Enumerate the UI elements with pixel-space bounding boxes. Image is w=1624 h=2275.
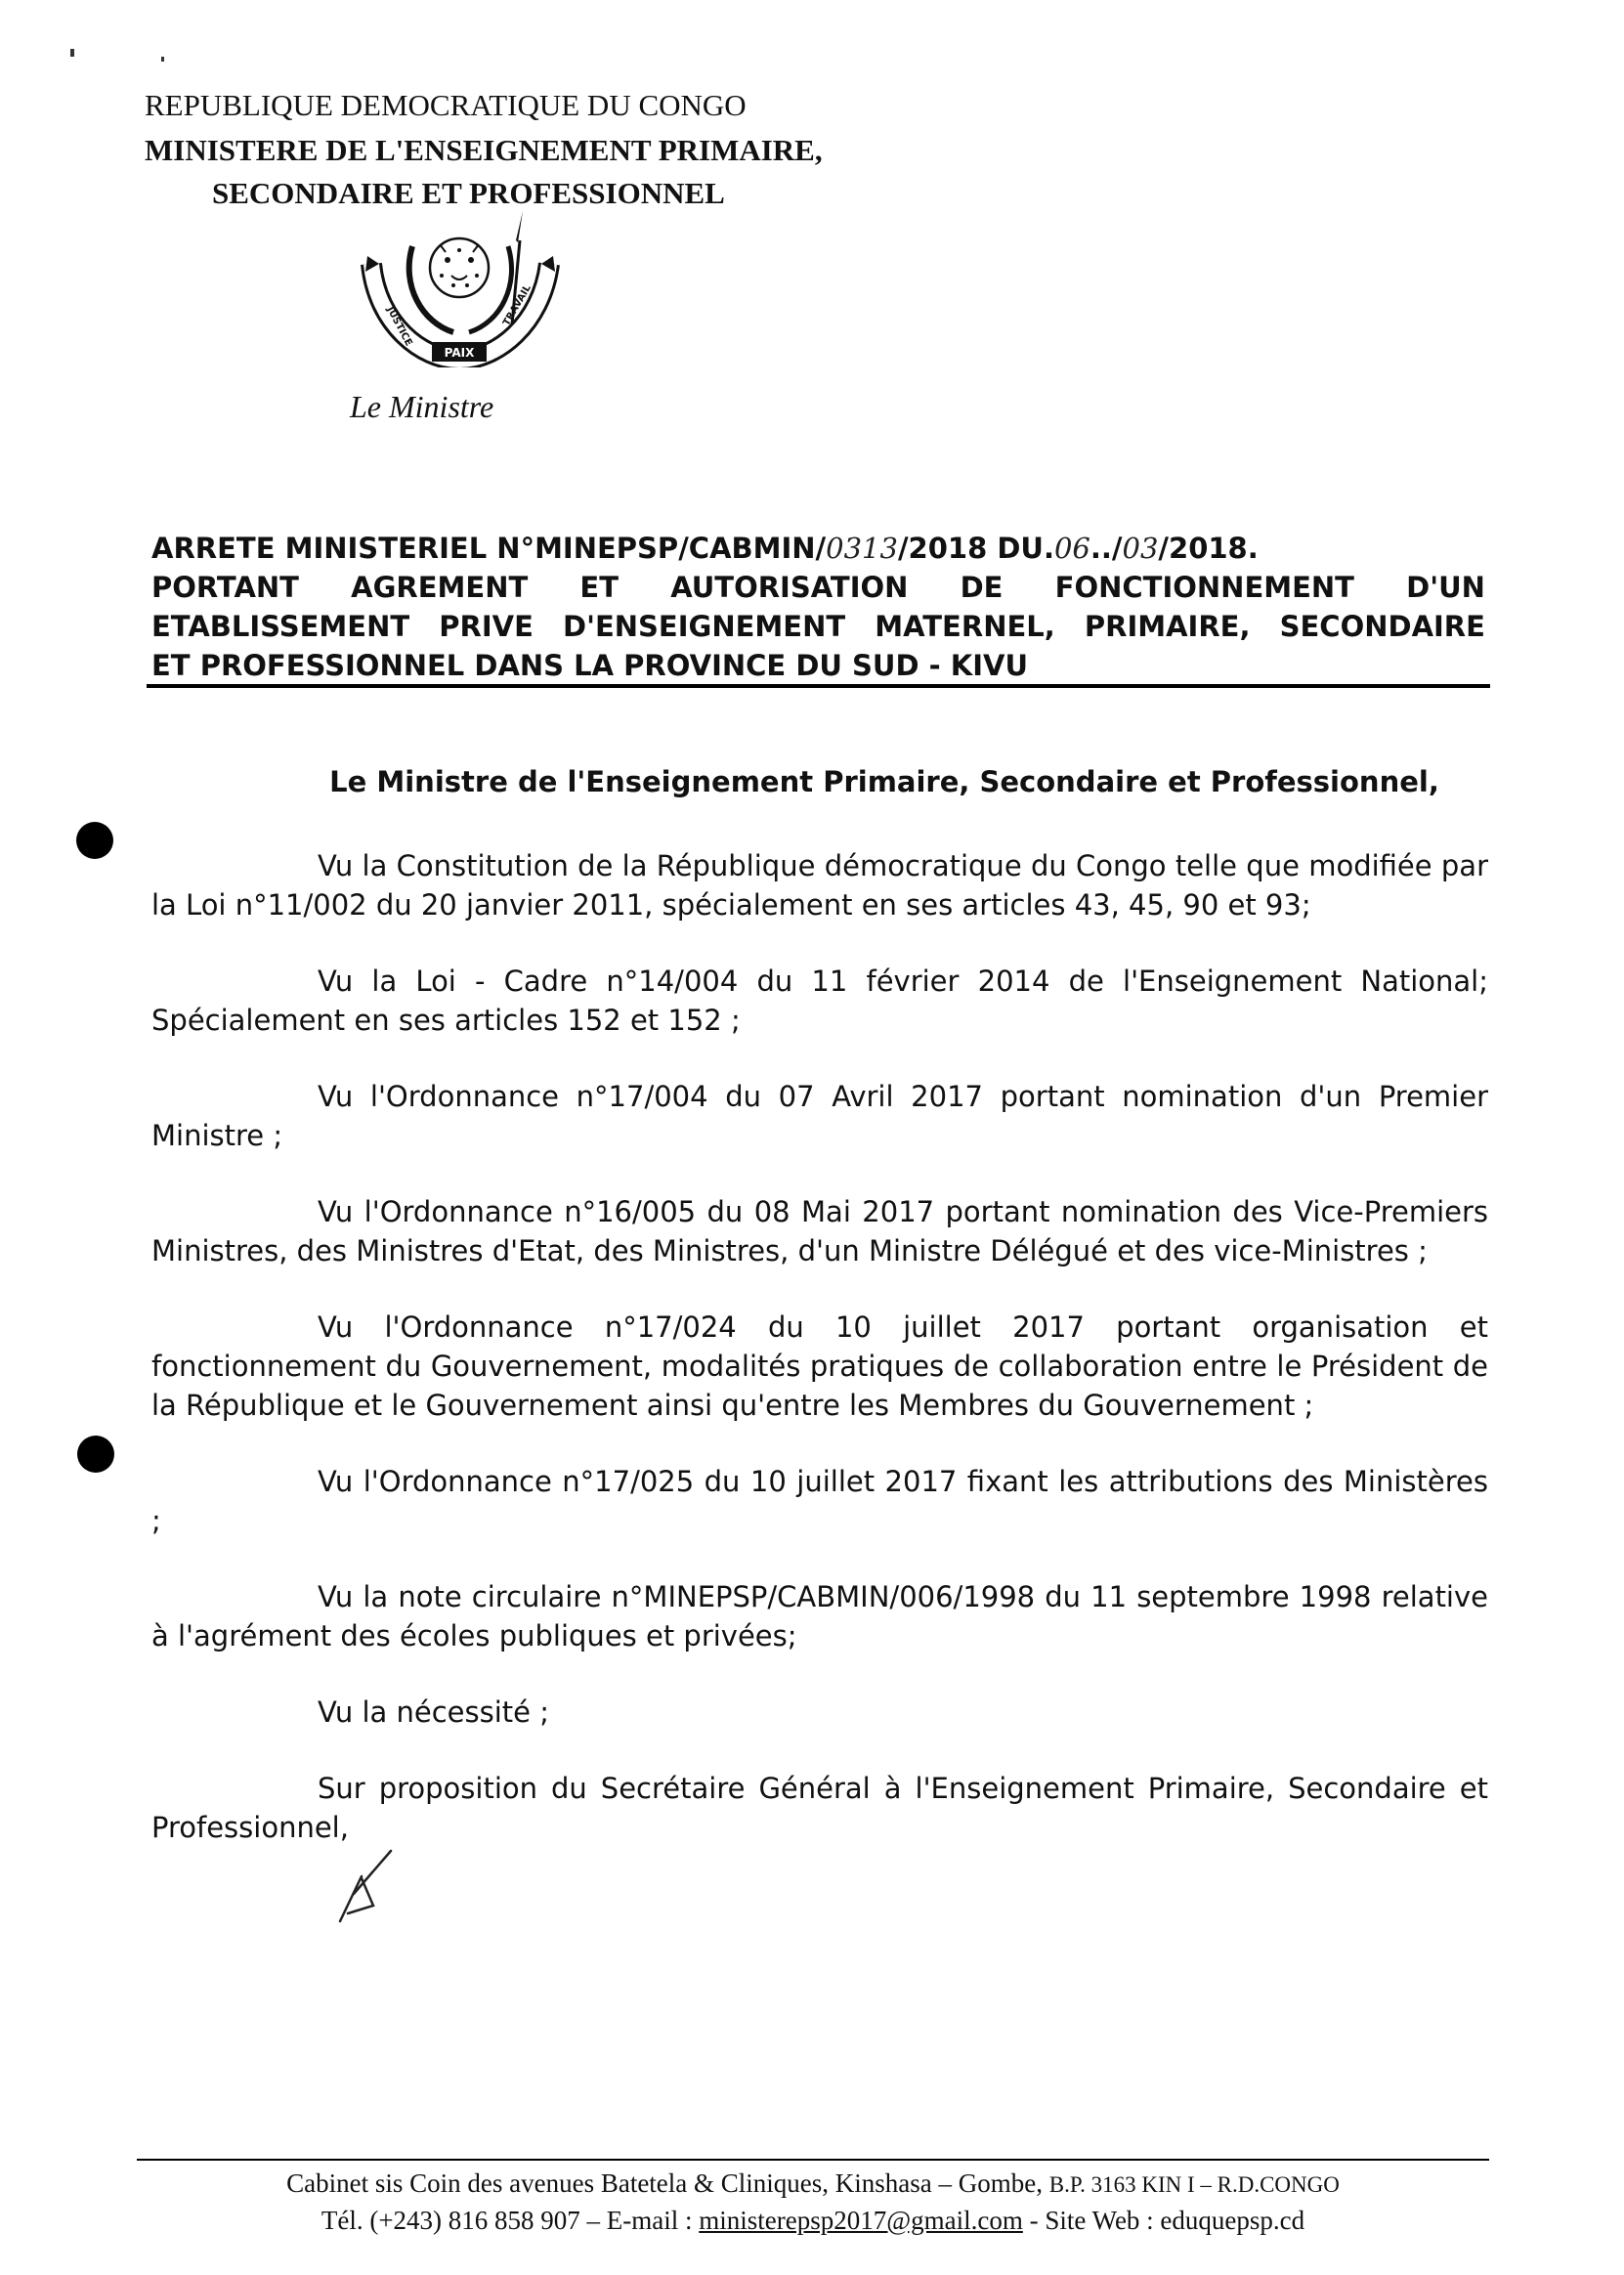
arrete-ref-year: /2018 DU. bbox=[897, 532, 1054, 565]
arrete-subject-line3 bbox=[151, 646, 1485, 685]
svg-text:PAIX: PAIX bbox=[444, 346, 475, 360]
svg-text:JUSTICE: JUSTICE bbox=[384, 305, 414, 349]
arrete-ref-sep: ../ bbox=[1090, 532, 1123, 565]
arrete-day-handwritten: 06 bbox=[1053, 532, 1090, 565]
footer-address: Cabinet sis Coin des avenues Batetela & Cliniques, Kinshasa – Gombe, bbox=[286, 2168, 1049, 2198]
arrete-subject-line1 bbox=[151, 568, 1485, 607]
scan-speck bbox=[70, 49, 74, 57]
footer-address-line bbox=[137, 2166, 1489, 2203]
word: ETABLISSEMENT bbox=[151, 610, 410, 643]
footer-divider bbox=[137, 2159, 1489, 2161]
preamble-heading: Le Ministre de l'Enseignement Primaire, Secondaire et Professionnel, bbox=[329, 765, 1439, 798]
arrete-reference bbox=[151, 529, 1485, 568]
footer-phone: Tél. (+243) 816 858 907 – E-mail : bbox=[321, 2206, 700, 2235]
word: SECONDAIRE bbox=[1279, 610, 1485, 643]
considerant-paragraph: Sur proposition du Secrétaire Général à l'Enseignement Primaire, Secondaire et Professionnel, bbox=[151, 1772, 1488, 1844]
ministry-name-line1: MINISTERE DE L'ENSEIGNEMENT PRIMAIRE, bbox=[145, 133, 823, 167]
word: AUTORISATION bbox=[670, 571, 909, 604]
word: DE bbox=[960, 571, 1004, 604]
word: PRIMAIRE, bbox=[1084, 610, 1251, 643]
signatory-title: Le Ministre bbox=[350, 389, 494, 424]
considerant-paragraph: Vu l'Ordonnance n°17/025 du 10 juillet 2017 fixant les attributions des Ministères ; bbox=[151, 1465, 1488, 1537]
considerant-paragraph: Vu l'Ordonnance n°17/004 du 07 Avril 2017 portant nomination d'un Premier Ministre ; bbox=[151, 1080, 1488, 1152]
arrete-number-handwritten: 0313 bbox=[826, 532, 898, 565]
footer-website: - Site Web : eduquepsp.cd bbox=[1022, 2206, 1305, 2235]
considerant-paragraph: Vu l'Ordonnance n°17/024 du 10 juillet 2017 portant organisation et fonctionnement du Gouvernement, modalités pratiques de collaboration entre le Président de la République et le Gouvernement ainsi qu'entre les Membres du Gouvernement ; bbox=[151, 1310, 1488, 1422]
considerant-paragraph: Vu la Constitution de la République démocratique du Congo telle que modifiée par la Loi n°11/002 du 20 janvier 2011, spécialement en ses articles 43, 45, 90 et 93; bbox=[151, 849, 1488, 922]
scan-speck bbox=[161, 57, 164, 62]
considerant-paragraph: Vu la Loi - Cadre n°14/004 du 11 février 2014 de l'Enseignement National; Spécialement en ses articles 152 et 152 ; bbox=[151, 965, 1488, 1037]
coat-of-arms-icon bbox=[344, 207, 575, 367]
punch-hole bbox=[77, 1436, 114, 1473]
word: PRIVE bbox=[439, 610, 534, 643]
considerant-paragraph: Vu la nécessité ; bbox=[318, 1696, 549, 1729]
word: FONCTIONNEMENT bbox=[1054, 571, 1354, 604]
word: D'ENSEIGNEMENT bbox=[563, 610, 846, 643]
footer-po-box: B.P. 3163 KIN I – R.D.CONGO bbox=[1048, 2172, 1340, 2197]
svg-text:TRAVAIL: TRAVAIL bbox=[501, 282, 534, 328]
word: ET bbox=[579, 571, 620, 604]
word: PORTANT bbox=[151, 571, 299, 604]
word: MATERNEL, bbox=[875, 610, 1055, 643]
footer-contact-line bbox=[137, 2203, 1489, 2238]
punch-hole bbox=[76, 822, 113, 859]
word: D'UN bbox=[1406, 571, 1485, 604]
footer bbox=[137, 2166, 1489, 2238]
footer-email-link[interactable]: ministerepsp2017@gmail.com bbox=[699, 2206, 1023, 2235]
title-divider bbox=[147, 684, 1490, 688]
document-body bbox=[151, 762, 1488, 1884]
arrete-subject-line2 bbox=[151, 607, 1485, 646]
ministry-name-line2: SECONDAIRE ET PROFESSIONNEL bbox=[212, 176, 725, 210]
word: AGREMENT bbox=[351, 571, 529, 604]
country-name: REPUBLIQUE DEMOCRATIQUE DU CONGO bbox=[145, 88, 747, 122]
considerant-paragraph: Vu la note circulaire n°MINEPSP/CABMIN/006/1998 du 11 septembre 1998 relative à l'agrément des écoles publiques et privées; bbox=[151, 1580, 1488, 1653]
paraph-mark-icon bbox=[332, 1847, 401, 1925]
arrete-month-handwritten: 03 bbox=[1122, 532, 1159, 565]
arrete-ref-prefix: ARRETE MINISTERIEL N°MINEPSP/CABMIN/ bbox=[151, 532, 827, 565]
arrete-ref-end: /2018. bbox=[1158, 532, 1259, 565]
arrete-subject-end: ET PROFESSIONNEL DANS LA PROVINCE DU SUD - KIVU bbox=[151, 649, 1029, 682]
arrete-title bbox=[151, 529, 1485, 685]
considerant-paragraph: Vu l'Ordonnance n°16/005 du 08 Mai 2017 portant nomination des Vice-Premiers Ministres, des Ministres d'Etat, des Ministres, d'un Ministre Délégué et des vice-Ministres ; bbox=[151, 1195, 1488, 1267]
